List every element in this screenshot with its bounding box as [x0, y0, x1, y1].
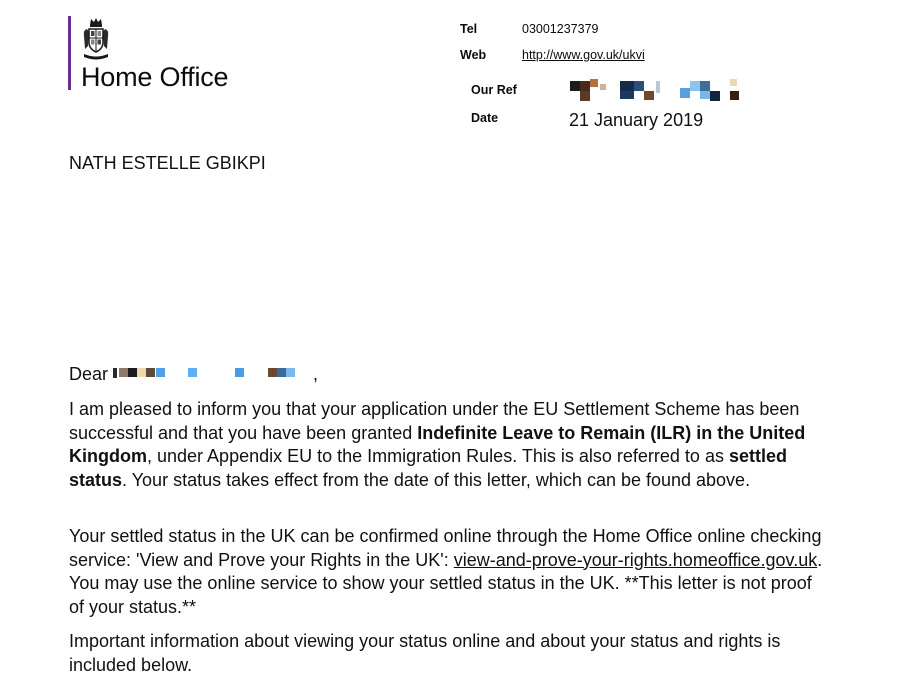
salutation-comma: , [313, 364, 319, 384]
organisation-name: Home Office [81, 62, 229, 92]
brand-bar [68, 16, 71, 90]
salutation-prefix: Dear [69, 364, 109, 384]
p2-text-2: . You may use the online service to show your settled status in the UK. **This letter is not proof of your status.** [69, 549, 823, 617]
p1-text-1: I am pleased to inform you that your application under the EU Settlement Scheme has been successful and that you have been granted [69, 399, 800, 443]
p2-text-1: Your settled status in the UK can be confirmed online through the Home Office online checking service: 'View and Prove your Rights in the UK': [69, 526, 822, 570]
paragraph-grant [69, 398, 829, 492]
view-and-prove-rights-link[interactable]: view-and-prove-your-rights.homeoffice.gov.uk [453, 549, 818, 570]
web-link[interactable]: http://www.gov.uk/ukvi [522, 48, 645, 62]
paragraph-important-info [69, 630, 829, 677]
salutation [69, 364, 318, 385]
recipient-name: NATH ESTELLE GBIKPI [69, 153, 266, 173]
p1-bold-settled-status: settled status [69, 446, 787, 490]
tel-value: 03001237379 [522, 22, 599, 36]
date-label: Date [471, 111, 499, 125]
paragraph-online-check [69, 525, 829, 619]
redacted-reference [560, 76, 780, 106]
our-ref-label: Our Ref [471, 83, 517, 97]
p1-text-3: . Your status takes effect from the date of this letter, which can be found above. [122, 469, 751, 490]
p3-text-1: Important information about viewing your status online and about your status and rights is included below. [69, 631, 781, 675]
letter-date: 21 January 2019 [569, 110, 704, 130]
royal-crest-icon [81, 16, 111, 62]
web-label: Web [460, 48, 487, 62]
p1-bold-ilr: Indefinite Leave to Remain (ILR) in the United Kingdom [69, 422, 806, 466]
tel-label: Tel [460, 22, 478, 36]
redacted-name [113, 364, 313, 382]
p1-text-2: , under Appendix EU to the Immigration Rules. This is also referred to as [147, 446, 729, 466]
